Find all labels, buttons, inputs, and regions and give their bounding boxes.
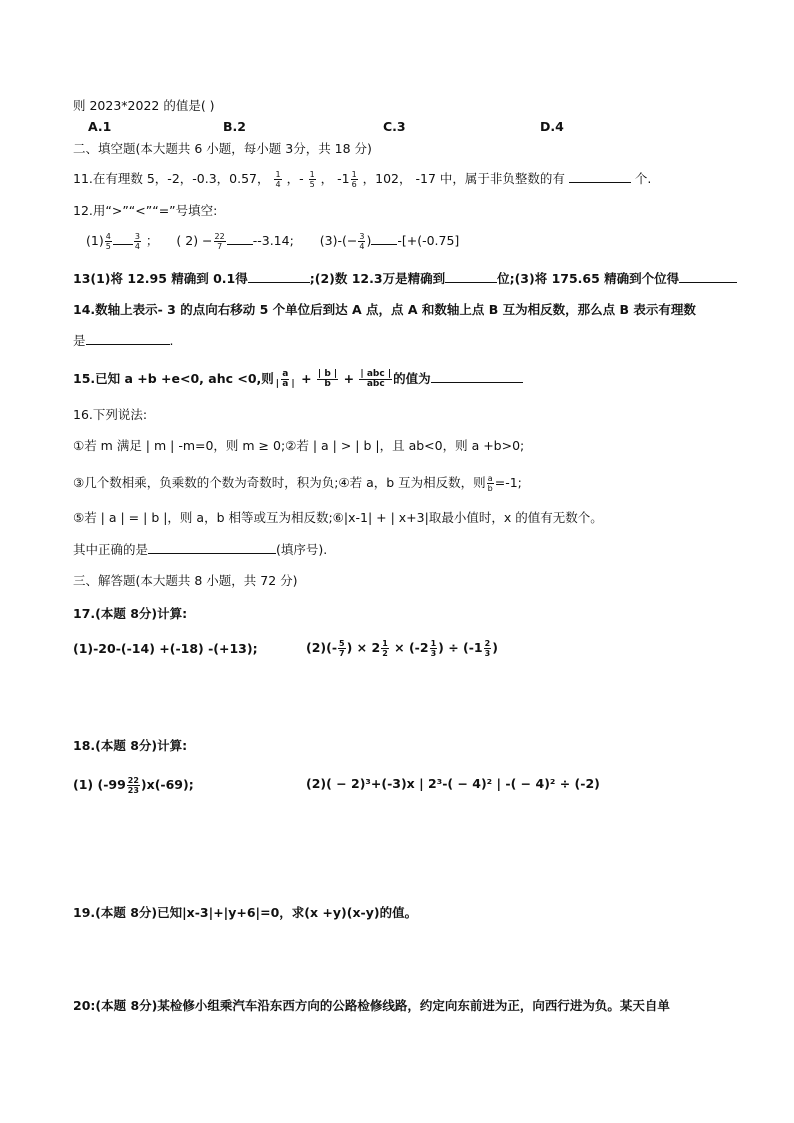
q12-blank-1[interactable] [113,233,133,245]
q12-fraction-c: $\frac{22}{7}$ [214,232,225,251]
q17-fraction-2: $\frac{1}{2}$ [382,639,388,658]
q16-statement-4-end: =-1; [494,475,522,490]
q17-title: 17.(本题 8分)计算: [73,606,188,621]
q16-statement-3-4-text: ③几个数相乘，负乘数的个数为奇数时，积为负;④若 a，b 互为相反数，则 [73,475,486,490]
q18-part1 [73,776,194,795]
q15-prefix: 15.已知 a +b +e<0, ahc <0,则 [73,371,274,386]
q16-statement-1-2: ①若 m 满足 | m | -m=0，则 m ≥ 0;②若 | a | > | b |，且 ab<0，则 a +b>0; [73,438,525,453]
q12-items [86,232,459,251]
q16-fraction: $\frac{a}{b}$ [487,474,493,493]
q12-blank-3[interactable] [371,233,397,245]
q17-fraction-3: $\frac{1}{3}$ [430,639,437,658]
q17-part2-b: ) × 2 [346,640,381,655]
q11 [73,170,651,189]
q17-part2-a: (2)(- [306,640,338,655]
q15-fraction-2: $\frac{| b |}{b}$ [317,369,338,389]
q12-fraction-d: $\frac{3}{4}$ [359,232,365,251]
q14-prefix: 是 [73,333,86,348]
q16-answer [73,542,327,558]
q15-fraction-3: $\frac{\text{| abc |}}{\text{abc}}$ [360,369,392,389]
q16-answer-blank[interactable] [148,542,276,554]
q12-fraction-b: $\frac{3}{4}$ [134,232,140,251]
q17-part2-d: ) ÷ (-1 [438,640,483,655]
q11-fraction-3: $\frac{1}{6}$ [351,170,357,189]
q20: 20:(本题 8分)某检修小组乘汽车沿东西方向的公路检修线路，约定向东前进为正，向西行进为负。某天自单 [73,998,670,1013]
q18-part2: (2)( − 2)³+(-3)x | 2³-( − 4)² | -( − 4)² ÷ (-2) [306,776,600,791]
q11-fraction-2: $\frac{1}{5}$ [309,170,315,189]
q17-part2 [306,639,498,658]
q12-part3-paren: ) [366,233,372,248]
q13 [73,271,737,287]
q11-answer-blank[interactable] [569,171,631,183]
q15-answer-blank[interactable] [431,371,523,383]
section2-title: 二、填空题(本大题共 6 小题，每小题 3分，共 18 分) [73,141,372,156]
q16-statement-3-4 [73,474,522,493]
q14-line1: 14.数轴上表示- 3 的点向右移动 5 个单位后到达 A 点，点 A 和数轴上点 B 互为相反数，那么点 B 表示有理数 [73,302,696,317]
q14-answer-blank[interactable] [86,333,170,345]
q15-plus-1: + [301,371,312,386]
q12-fraction-a: $\frac{4}{5}$ [105,232,111,251]
q11-suffix: ，102， -17 中，属于非负整数的有 [362,171,565,186]
q17-part2-e: ) [492,640,498,655]
q12-part2-end: --3.14; [252,233,294,248]
q13-blank-3[interactable] [679,271,737,283]
q19: 19.(本题 8分)已知|x-3|+|y+6|=0，求(x +y)(x-y)的值。 [73,905,418,920]
q16-title: 16.下列说法: [73,407,148,422]
q13-blank-1[interactable] [248,271,310,283]
q10-stem: 则 2023*2022 的值是( ) [73,98,215,113]
q15-suffix: 的值为 [393,371,431,386]
q13-part2: ;(2)数 12.3万是精确到 [309,271,446,286]
q10-option-c: C.3 [383,119,406,134]
q17-fraction-1: $\frac{5}{7}$ [339,639,345,658]
q17-part2-c: × (-2 [389,640,429,655]
q13-part3: 位;(3)将 175.65 精确到个位得 [497,271,680,286]
q18-fraction: $\frac{22}{23}$ [127,776,139,795]
q14-end: . [169,333,174,348]
q12-part3-end: -[+(-0.75] [397,233,460,248]
section3-title: 三、解答题(本大题共 8 小题，共 72 分) [73,573,298,588]
q15-plus-2: + [343,371,355,386]
q17-part1: (1)-20-(-14) +(-18) -(+13); [73,641,258,656]
q18-part1-a: (1) (-99 [73,777,126,792]
q14-line2 [73,333,174,349]
q12-blank-2[interactable] [227,233,253,245]
q13-blank-2[interactable] [445,271,497,283]
q12-part1-label: (1) [86,233,104,248]
q11-sep2: ， -1 [320,171,350,186]
q16-answer-suffix: (填序号). [276,542,328,557]
q12-part3-label: (3)-(− [319,233,358,248]
q12-part1-end: ； [145,233,159,248]
q16-statement-5-6: ⑤若 | a | = | b |，则 a，b 相等或互为相反数;⑥|x-1| + | x+3|取最小值时，x 的值有无数个。 [73,510,603,525]
q13-part1: 13(1)将 12.95 精确到 0.1得 [73,271,248,286]
q12-title: 12.用“>”“<”“=”号填空: [73,203,218,218]
q10-option-a: A.1 [88,119,112,134]
q11-end: 个. [634,171,652,186]
q12-part2-label: ( 2) − [176,233,213,248]
q10-option-d: D.4 [540,119,564,134]
q11-fraction-1: $\frac{1}{4}$ [275,170,281,189]
q10-option-b: B.2 [223,119,246,134]
q15-fraction-1: $\frac{a}{| a |}$ [275,369,295,389]
q18-part1-b: )x(-69); [140,777,194,792]
q11-prefix: 11.在有理数 5，-2，-0.3，0.57， [73,171,270,186]
q11-sep1: ，- [286,171,304,186]
q17-fraction-4: $\frac{2}{3}$ [484,639,491,658]
q16-answer-prefix: 其中正确的是 [73,542,149,557]
q18-title: 18.(本题 8分)计算: [73,738,188,753]
q15 [73,370,523,389]
